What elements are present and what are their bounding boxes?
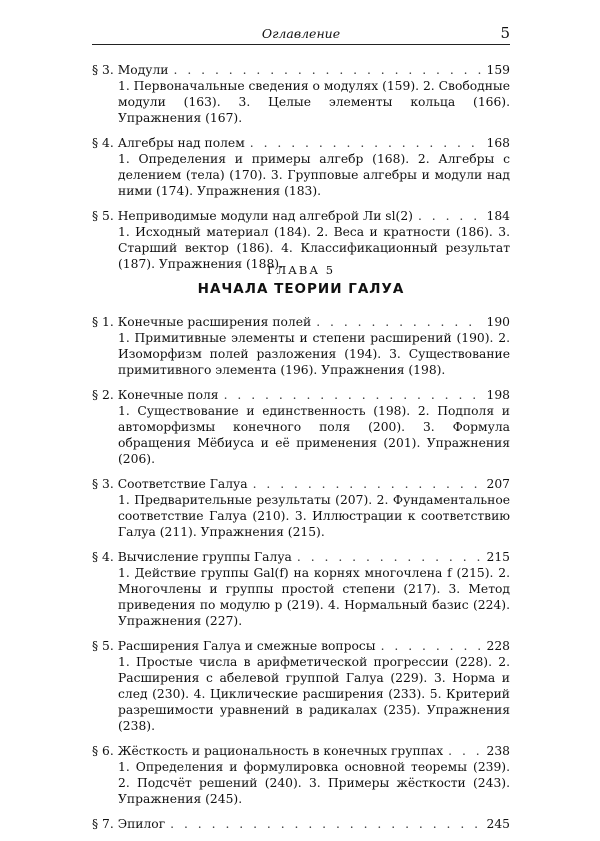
- running-head: [92, 24, 510, 45]
- toc-entry-page: 245: [486, 817, 510, 831]
- toc-entry[interactable]: [92, 638, 510, 734]
- dot-leader: [224, 387, 482, 403]
- dot-leader: [316, 314, 481, 330]
- toc-entry[interactable]: [92, 549, 510, 629]
- toc-entry-subsections: 1. Существование и единственность (198). 2. Подполя и автоморфизмы конечного поля (200). 3. Формула обращения Мёбиуса и её применения (201). Упражнения (206).: [118, 404, 510, 466]
- toc-entry-page: 159: [486, 63, 510, 77]
- dot-leader: [297, 549, 482, 565]
- dot-leader: [170, 816, 481, 832]
- running-head-title: Оглавление: [261, 26, 341, 41]
- dot-leader: [250, 135, 482, 151]
- toc-entry-page: 228: [486, 639, 510, 653]
- toc-entry[interactable]: [92, 387, 510, 467]
- toc-entry-title: § 4. Вычисление группы Галуа: [92, 550, 292, 564]
- dot-leader: [418, 208, 482, 224]
- toc-entry-page: 198: [486, 388, 510, 402]
- toc-entry[interactable]: [92, 314, 510, 378]
- dot-leader: [448, 743, 481, 759]
- toc-entry-page: 190: [486, 315, 510, 329]
- toc-entry-page: 168: [486, 136, 510, 150]
- toc-entry-title: § 2. Конечные поля: [92, 388, 219, 402]
- toc-entry-subsections: 1. Определения и примеры алгебр (168). 2. Алгебры с делением (тела) (170). 3. Групповые алгебры и модули над ними (174). Упражнения (183).: [118, 152, 510, 198]
- chapter5-section-list: [92, 314, 510, 841]
- toc-entry-title: § 5. Неприводимые модули над алгеброй Ли sl(2): [92, 209, 413, 223]
- toc-entry-title: § 5. Расширения Галуа и смежные вопросы: [92, 639, 376, 653]
- toc-entry-title: § 1. Конечные расширения полей: [92, 315, 312, 329]
- chapter-number: ГЛАВА 5: [266, 263, 336, 277]
- toc-entry-page: 238: [486, 744, 510, 758]
- toc-entry-title: § 3. Модули: [92, 63, 169, 77]
- toc-entry-subsections: 1. Простые числа в арифметической прогрессии (228). 2. Расширения с абелевой группой Галуа (229). 3. Норма и след (230). 4. Циклические расширения (233). 5. Критерий разрешимости уравнений в радикалах (235). Упражнения (238).: [118, 655, 510, 733]
- toc-entry-subsections: 1. Примитивные элементы и степени расширений (190). 2. Изоморфизм полей разложения (194). 3. Существование примитивного элемента (196). Упражнения (198).: [118, 331, 510, 377]
- toc-entry-page: 207: [486, 477, 510, 491]
- toc-entry-subsections: 1. Предварительные результаты (207). 2. Фундаментальное соответствие Галуа (210). 3. Иллюстрации к соответствию Галуа (211). Упражнения (215).: [118, 493, 510, 539]
- toc-entry[interactable]: [92, 743, 510, 807]
- chapter4-section-list: [92, 62, 510, 281]
- toc-entry-subsections: 1. Определения и формулировка основной теоремы (239). 2. Подсчёт решений (240). 3. Примеры жёсткости (243). Упражнения (245).: [118, 760, 510, 806]
- toc-entry-title: § 4. Алгебры над полем: [92, 136, 245, 150]
- toc-entry-subsections: 1. Первоначальные сведения о модулях (159). 2. Свободные модули (163). 3. Целые элементы кольца (166). Упражнения (167).: [118, 79, 510, 125]
- toc-entry[interactable]: [92, 135, 510, 199]
- chapter-title: НАЧАЛА ТЕОРИИ ГАЛУА: [197, 281, 405, 297]
- toc-entry[interactable]: [92, 476, 510, 540]
- toc-entry[interactable]: [92, 816, 510, 832]
- dot-leader: [381, 638, 482, 654]
- toc-entry[interactable]: [92, 62, 510, 126]
- chapter-heading: [92, 262, 510, 298]
- toc-entry-page: 215: [486, 550, 510, 564]
- toc-entry-title: § 3. Соответствие Галуа: [92, 477, 248, 491]
- toc-entry-title: § 7. Эпилог: [92, 817, 166, 831]
- toc-entry-title: § 6. Жёсткость и рациональность в конечных группах: [92, 744, 444, 758]
- toc-entry-page: 184: [486, 209, 510, 223]
- toc-entry-subsections: 1. Действие группы Gal(f) на корнях многочлена f (215). 2. Многочлены и группы простой степени (217). 3. Метод приведения по модулю p (219). 4. Нормальный базис (224). Упражнения (227).: [118, 566, 510, 628]
- page-number: 5: [500, 24, 510, 42]
- dot-leader: [253, 476, 482, 492]
- toc-page: [92, 24, 510, 831]
- toc-entry-subsections: 1. Исходный материал (184). 2. Веса и кратности (186). 3. Старший вектор (186). 4. Классификационный результат (187). Упражнения (188).: [118, 225, 510, 271]
- dot-leader: [174, 62, 482, 78]
